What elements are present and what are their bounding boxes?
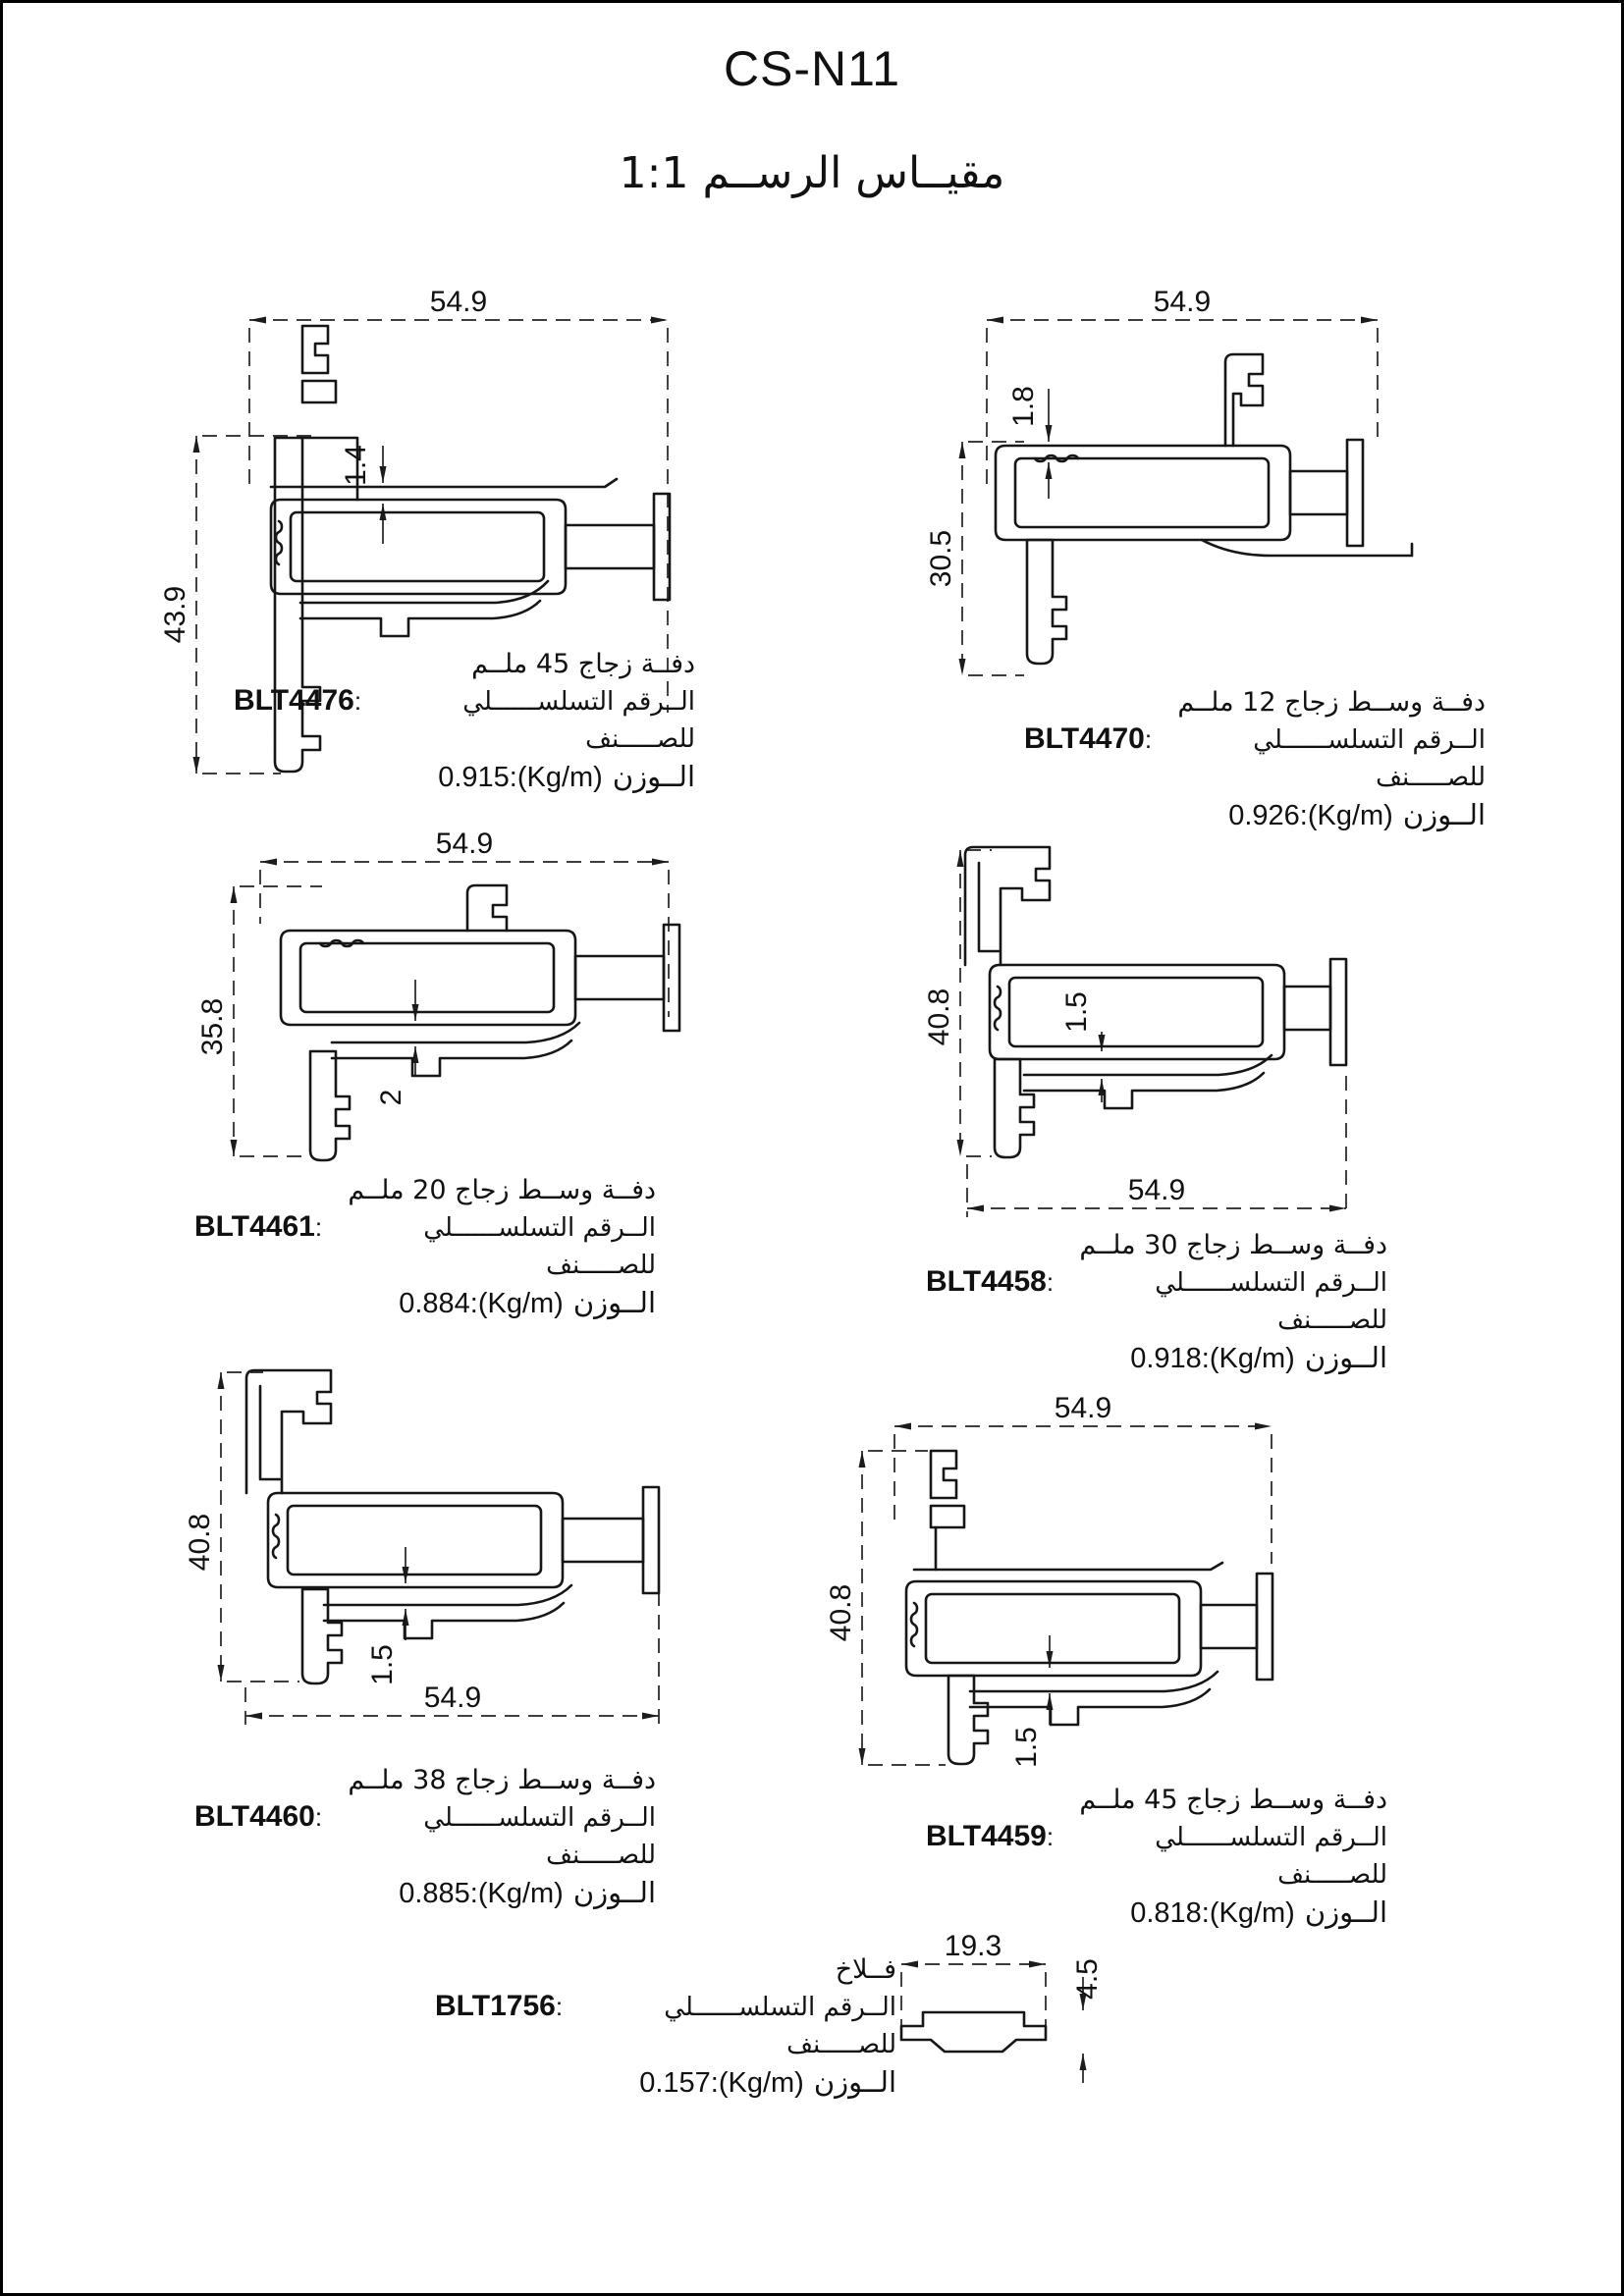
weight-value: 0.926 [1228, 800, 1300, 831]
part-number: BLT1756 [435, 1990, 556, 2022]
part-number: BLT4470 [1024, 722, 1145, 755]
weight-label: الــوزن [572, 1286, 656, 1319]
serial-label: الــرقم التسلســــــلي للصـــــنف [1155, 1268, 1387, 1335]
profile-serial-line: BLT4459 : الــرقم التسلســــــلي للصـــــنف [926, 1818, 1387, 1894]
weight-value: 0.818 [1130, 1897, 1202, 1929]
dim-gap-label: 1.5 [366, 1644, 399, 1685]
weight-label: الــوزن [572, 1876, 656, 1909]
profile-description: دفــة زجاج 45 ملــم [471, 649, 695, 679]
profile-description: دفــة وســط زجاج 45 ملــم [1079, 1785, 1387, 1815]
profile-outline [965, 847, 1346, 1157]
profile-weight-line: 0.157:(Kg/m) الــوزن [639, 2065, 896, 2099]
part-number: BLT4458 [926, 1265, 1047, 1298]
dim-height-label: 40.8 [184, 1513, 216, 1572]
dim-height-label: 40.8 [923, 988, 955, 1046]
weight-value: 0.915 [438, 762, 510, 793]
dim-height-label: 35.8 [196, 997, 229, 1056]
dim-width-label: 54.9 [1153, 286, 1212, 318]
profile-serial-line: BLT1756 : الــرقم التسلســــــلي للصـــــنف [435, 1988, 896, 2063]
profile-outline [996, 354, 1412, 664]
serial-label: الــرقم التسلســــــلي للصـــــنف [1155, 1823, 1387, 1890]
figure-blt1756 [877, 1930, 1152, 2097]
sheet-title: CS-N11 [723, 41, 901, 96]
profile-serial-line: BLT4461 : الــرقم التسلســــــلي للصـــــنف [194, 1208, 656, 1284]
profile-description: دفــة وســط زجاج 30 ملــم [1079, 1230, 1387, 1260]
profile-outline [246, 1370, 659, 1683]
serial-label: الــرقم التسلســــــلي للصـــــنف [423, 1213, 656, 1280]
weight-value: 0.918 [1130, 1343, 1202, 1374]
weight-label: الــوزن [1304, 1341, 1387, 1374]
serial-label: الــرقم التسلســــــلي للصـــــنف [423, 1803, 656, 1870]
dimension-lines [862, 1426, 1272, 1765]
profile-weight-line: 0.915:(Kg/m) الــوزن [438, 760, 695, 793]
part-number: BLT4461 [194, 1210, 315, 1243]
dimension-lines [960, 850, 1346, 1217]
serial-label: الــرقم التسلســــــلي للصـــــنف [1253, 725, 1486, 792]
serial-label: الــرقم التسلســــــلي للصـــــنف [462, 687, 695, 754]
dimension-lines [962, 320, 1378, 675]
dim-height-label: 43.9 [159, 585, 191, 644]
profile-description: فــلاخ [835, 1954, 896, 1985]
caption-blt4461 [194, 1173, 656, 1322]
caption-blt4459 [926, 1783, 1387, 1932]
profile-weight-line: 0.885:(Kg/m) الــوزن [399, 1876, 656, 1909]
profile-serial-line: BLT4458 : الــرقم التسلســــــلي للصـــــنف [926, 1263, 1387, 1339]
dimension-lines [234, 862, 669, 1156]
dim-height-label: 40.8 [825, 1583, 857, 1642]
dim-height-label: 30.5 [925, 529, 957, 588]
profile-weight-line: 0.818:(Kg/m) الــوزن [1130, 1896, 1387, 1929]
serial-label: الــرقم التسلســــــلي للصـــــنف [664, 1993, 896, 2059]
dim-width-label: 54.9 [429, 286, 488, 318]
dim-width-label: 54.9 [1054, 1392, 1112, 1424]
part-number: BLT4459 [926, 1820, 1047, 1852]
weight-value: 0.884 [399, 1288, 470, 1319]
dim-width-label: 54.9 [423, 1682, 482, 1714]
caption-blt4460 [194, 1763, 656, 1912]
dim-width-label: 54.9 [435, 828, 494, 860]
profile-outline [281, 885, 679, 1160]
dim-gap-label: 1.5 [1060, 991, 1093, 1033]
profile-outline [906, 1451, 1272, 1764]
dim-width-label: 19.3 [944, 1930, 1002, 1962]
profile-serial-line: BLT4470 : الــرقم التسلســــــلي للصـــــنف [1024, 721, 1486, 796]
profile-outline [901, 2012, 1046, 2052]
weight-value: 0.157 [639, 2067, 711, 2099]
weight-label: الــوزن [612, 760, 695, 793]
weight-label: الــوزن [813, 2065, 896, 2099]
profile-serial-line: BLT4476 : الــرقم التسلســــــلي للصـــــنف [234, 682, 695, 758]
dim-gap-label: 1.8 [1007, 386, 1040, 427]
weight-value: 0.885 [399, 1878, 470, 1909]
part-number: BLT4460 [194, 1800, 315, 1833]
profile-weight-line: 0.884:(Kg/m) الــوزن [399, 1286, 656, 1319]
profile-serial-line: BLT4460 : الــرقم التسلســــــلي للصـــــنف [194, 1798, 656, 1874]
profile-drawing-blt1756 [877, 1930, 1152, 2097]
profile-description: دفــة وســط زجاج 38 ملــم [348, 1765, 656, 1795]
caption-blt1756 [435, 1952, 896, 2102]
scale-label: مقيــاس الرســم 1:1 [619, 148, 1005, 198]
dim-gap-label: 2 [375, 1089, 407, 1106]
profile-weight-line: 0.926:(Kg/m) الــوزن [1228, 798, 1486, 831]
caption-blt4458 [926, 1228, 1387, 1377]
profile-description: دفــة وســط زجاج 12 ملــم [1177, 687, 1486, 718]
dim-width-label: 54.9 [1127, 1174, 1186, 1206]
weight-label: الــوزن [1402, 798, 1486, 831]
profile-weight-line: 0.918:(Kg/m) الــوزن [1130, 1341, 1387, 1374]
caption-blt4470 [1024, 685, 1486, 834]
weight-label: الــوزن [1304, 1896, 1387, 1929]
dim-gap-label: 1.4 [340, 445, 372, 486]
profile-description: دفــة وســط زجاج 20 ملــم [348, 1175, 656, 1205]
part-number: BLT4476 [234, 684, 354, 717]
dim-gap-label: 1.5 [1010, 1727, 1043, 1768]
dim-height-label: 4.5 [1071, 1958, 1104, 2000]
caption-blt4476 [234, 647, 695, 796]
